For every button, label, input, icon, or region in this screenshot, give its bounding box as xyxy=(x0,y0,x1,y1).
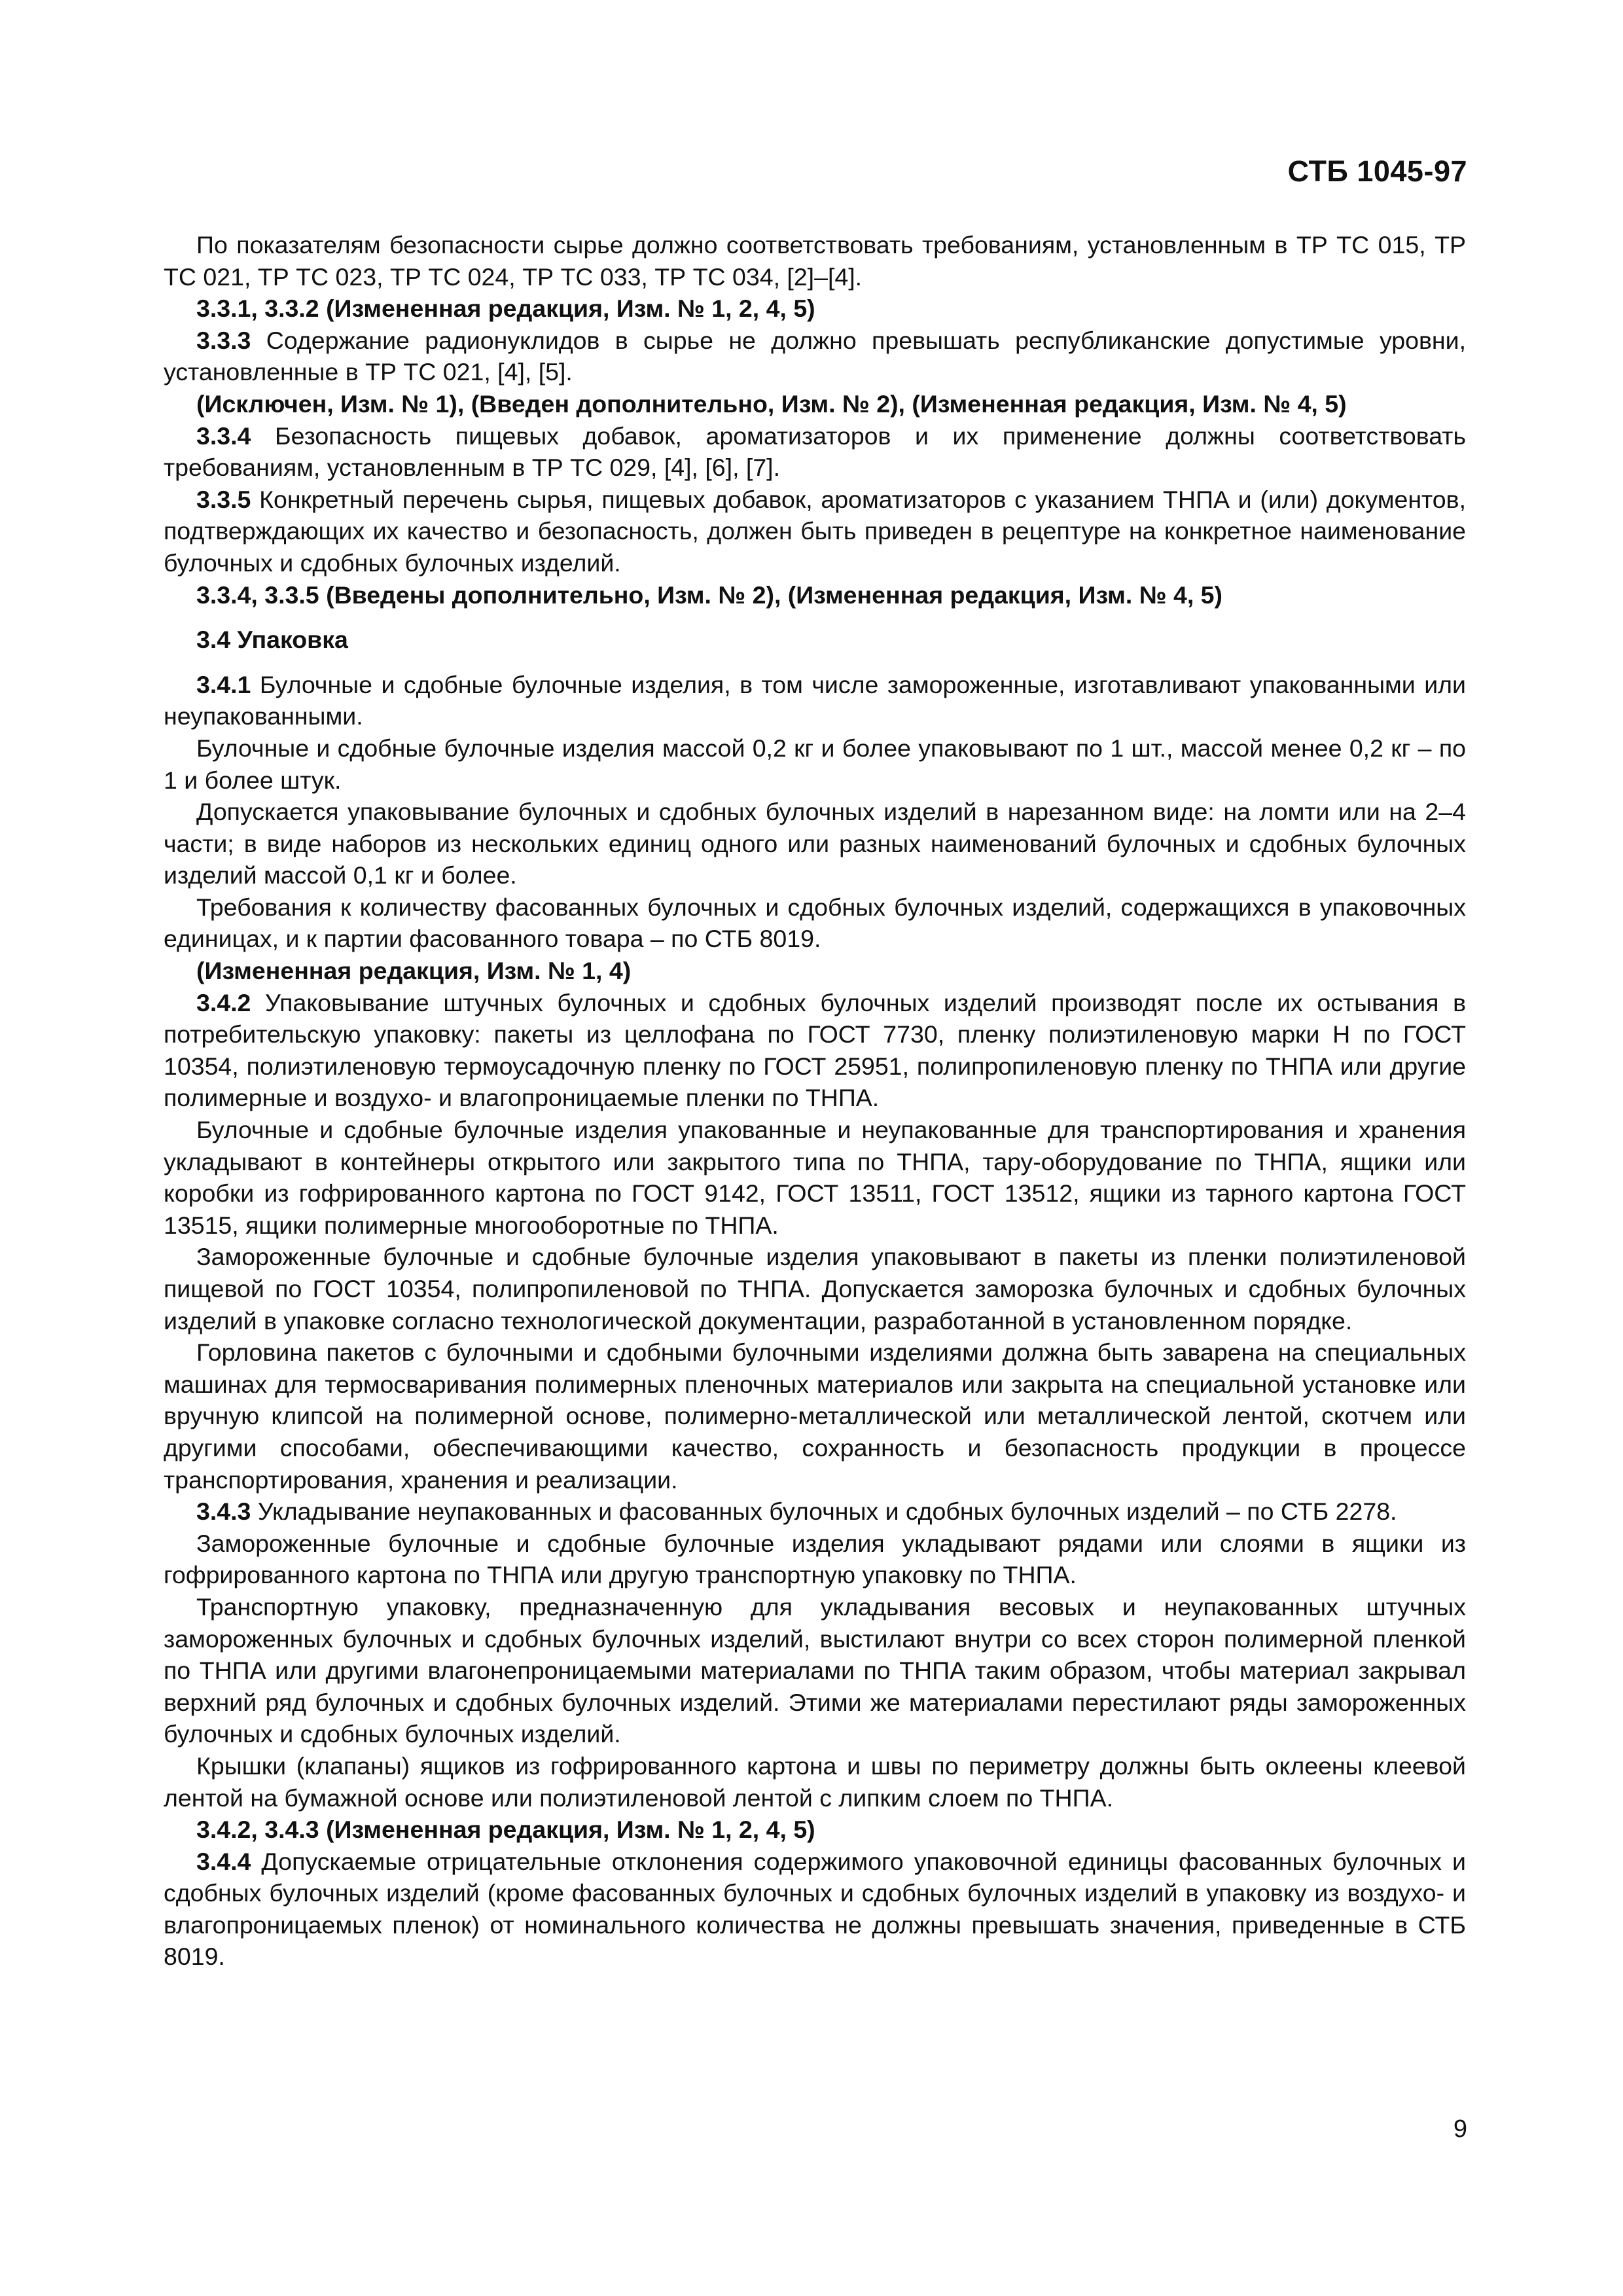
document-body xyxy=(164,229,1466,1973)
clause-3-4-1: 3.4.1 Булочные и сдобные булочные изделия, в том числе замороженные, изготавливают упакованными или неупакованными. xyxy=(164,670,1466,730)
paragraph: Замороженные булочные и сдобные булочные изделия упаковывают в пакеты из пленки полиэтиленовой пищевой по ГОСТ 10354, полипропиленовой по ТНПА. Допускается заморозка булочных и сдобных булочных изделий в упаковке согласно технологической документации, разработанной в установленном порядке. xyxy=(164,1243,1466,1335)
clause-3-4-2: 3.4.2 Упаковывание штучных булочных и сдобных булочных изделий производят после их остывания в потребительскую упаковку: пакеты из целлофана по ГОСТ 7730, пленку полиэтиленовую марки Н по ГОСТ 10354, полиэтиленовую термоусадочную пленку по ГОСТ 25951, полипропиленовую пленку по ТНПА или другие полимерные и воздухо- и влагопроницаемые пленки по ТНПА. xyxy=(164,988,1466,1112)
paragraph: По показателям безопасности сырье должно соответствовать требованиям, установленным в ТР ТС 015, ТР ТС 021, ТР ТС 023, ТР ТС 024, ТР ТС 033, ТР ТС 034, [2]–[4]. xyxy=(164,231,1466,291)
paragraph: Допускается упаковывание булочных и сдобных булочных изделий в нарезанном виде: на ломти или на 2–4 части; в виде наборов из нескольких единиц одного или разных наименований булочных и сдобных булочных изделий массой 0,1 кг и более. xyxy=(164,798,1466,889)
paragraph: Булочные и сдобные булочные изделия упакованные и неупакованные для транспортирования и хранения укладывают в контейнеры открытого или закрытого типа по ТНПА, тару-оборудование по ТНПА, ящики или коробки из гофрированного картона по ГОСТ 9142, ГОСТ 13511, ГОСТ 13512, ящики из тарного картона ГОСТ 13515, ящики полимерные многооборотные по ТНПА. xyxy=(164,1116,1466,1239)
clause-3-4-3: 3.4.3 Укладывание неупакованных и фасованных булочных и сдобных булочных изделий – по СТБ 2278. xyxy=(196,1498,1397,1526)
amendment-note: (Измененная редакция, Изм. № 1, 4) xyxy=(196,957,632,985)
clause-3-3-5: 3.3.5 Конкретный перечень сырья, пищевых добавок, ароматизаторов с указанием ТНПА и (или) документов, подтверждающих их качество и безопасность, должен быть приведен в рецептуре на конкретное наименование булочных и сдобных булочных изделий. xyxy=(164,485,1466,577)
clause-3-3-4: 3.3.4 Безопасность пищевых добавок, ароматизаторов и их применение должны соответствовать требованиям, установленным в ТР ТС 029, [4], [6], [7]. xyxy=(164,422,1466,482)
amendment-note: 3.3.4, 3.3.5 (Введены дополнительно, Изм. № 2), (Измененная редакция, Изм. № 4, 5) xyxy=(196,581,1223,609)
amendment-note: 3.3.1, 3.3.2 (Измененная редакция, Изм. № 1, 2, 4, 5) xyxy=(196,295,815,323)
document-code: СТБ 1045-97 xyxy=(1287,154,1467,188)
page-number: 9 xyxy=(1453,2115,1467,2143)
paragraph: Горловина пакетов с булочными и сдобными булочными изделиями должна быть заварена на специальных машинах для термосваривания полимерных пленочных материалов или закрыта на специальной установке или вручную клипсой на полимерной основе, полимерно-металлической или металлической лентой, скотчем или другими способами, обеспечивающими качество, сохранность и безопасность продукции в процессе транспортирования, хранения и реализации. xyxy=(164,1338,1466,1494)
paragraph: Булочные и сдобные булочные изделия массой 0,2 кг и более упаковывают по 1 шт., массой менее 0,2 кг – по 1 и более штук. xyxy=(164,734,1466,794)
clause-3-4-4: 3.4.4 Допускаемые отрицательные отклонения содержимого упаковочной единицы фасованных булочных и сдобных булочных изделий (кроме фасованных булочных и сдобных булочных изделий в упаковку из воздухо- и влагопроницаемых пленок) от номинального количества не должны превышать значения, приведенные в СТБ 8019. xyxy=(164,1847,1466,1971)
clause-3-3-3: 3.3.3 Содержание радионуклидов в сырье не должно превышать республиканские допустимые уровни, установленные в ТР ТС 021, [4], [5]. xyxy=(164,326,1466,386)
paragraph: Требования к количеству фасованных булочных и сдобных булочных изделий, содержащихся в упаковочных единицах, и к партии фасованного товара – по СТБ 8019. xyxy=(164,893,1466,953)
amendment-note: 3.4.2, 3.4.3 (Измененная редакция, Изм. № 1, 2, 4, 5) xyxy=(196,1816,815,1844)
paragraph: Транспортную упаковку, предназначенную для укладывания весовых и неупакованных штучных замороженных булочных и сдобных булочных изделий, выстилают внутри со всех сторон полимерной пленкой по ТНПА или другими влагонепроницаемыми материалами по ТНПА таким образом, чтобы материал закрывал верхний ряд булочных и сдобных булочных изделий. Этими же материалами перестилают ряды замороженных булочных и сдобных булочных изделий. xyxy=(164,1592,1466,1748)
amendment-note: (Исключен, Изм. № 1), (Введен дополнительно, Изм. № 2), (Измененная редакция, Изм. № 4, 5) xyxy=(196,389,1347,418)
section-heading-packaging: 3.4 Упаковка xyxy=(196,626,348,654)
paragraph: Замороженные булочные и сдобные булочные изделия укладывают рядами или слоями в ящики из гофрированного картона по ТНПА или другую транспортную упаковку по ТНПА. xyxy=(164,1529,1466,1589)
paragraph: Крышки (клапаны) ящиков из гофрированного картона и швы по периметру должны быть оклеены клеевой лентой на бумажной основе или полиэтиленовой лентой с липким слоем по ТНПА. xyxy=(164,1751,1466,1812)
